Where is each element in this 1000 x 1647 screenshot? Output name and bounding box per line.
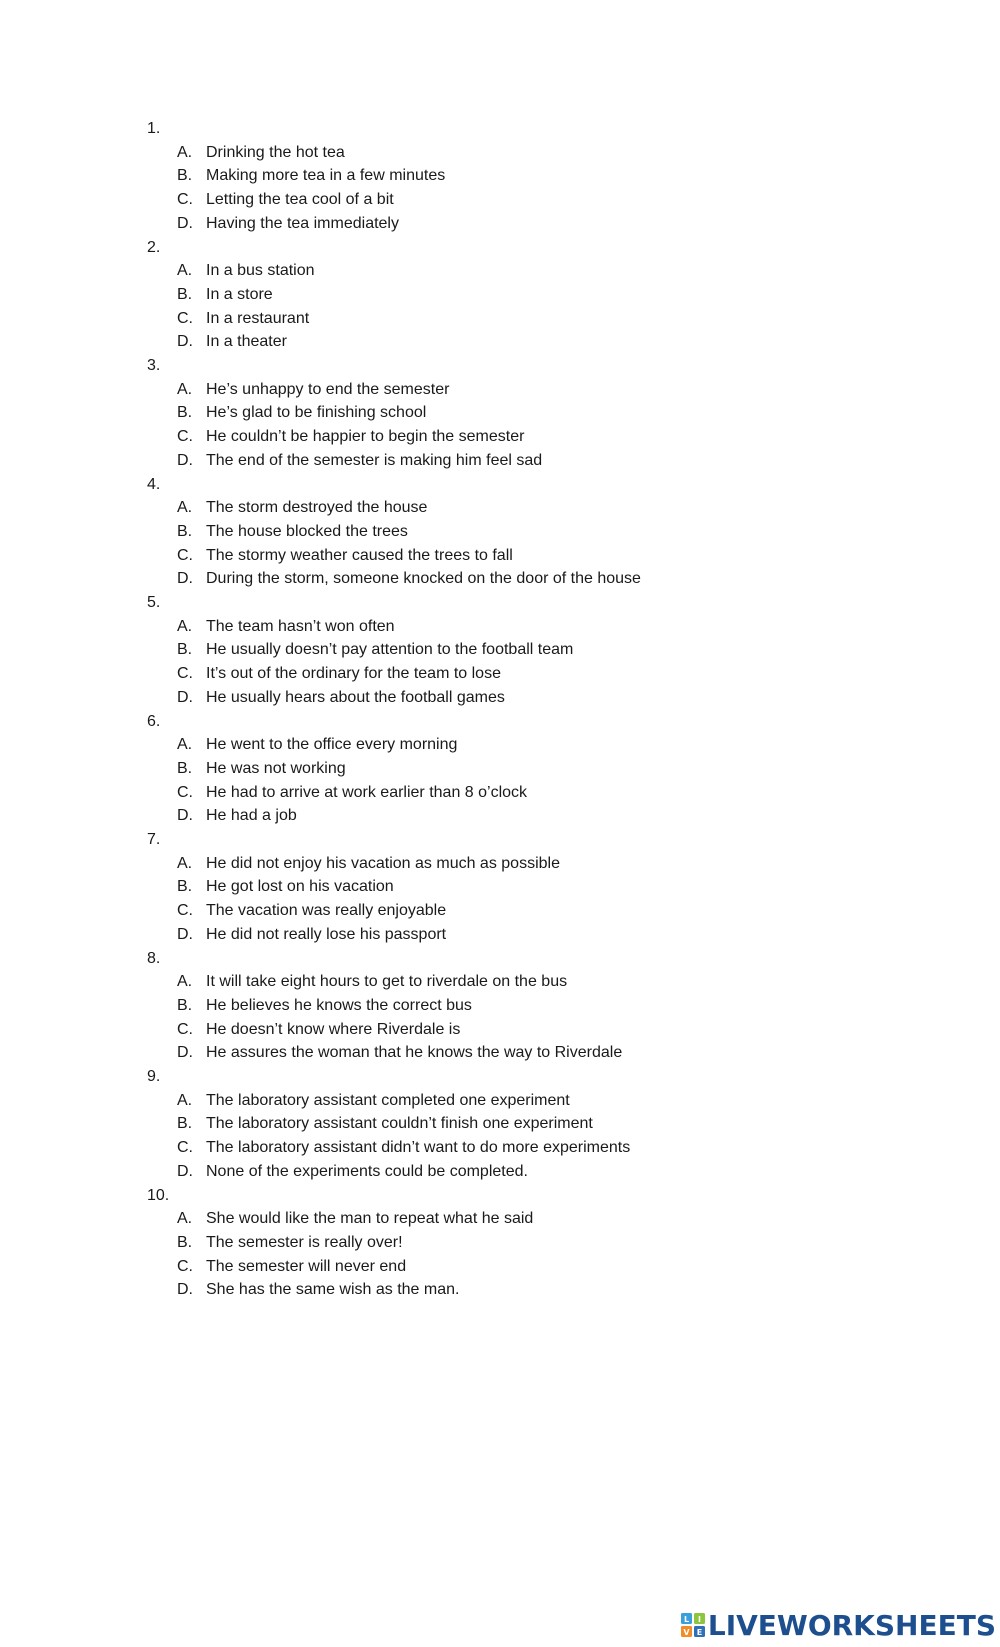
option-letter: D.: [177, 807, 193, 825]
option-text: During the storm, someone knocked on the door of the house: [206, 570, 641, 588]
option-text: He assures the woman that he knows the way to Riverdale: [206, 1044, 623, 1062]
option-letter: A.: [177, 1210, 193, 1228]
option-letter: D.: [177, 214, 193, 232]
option-b[interactable]: [0, 1113, 1000, 1137]
option-letter: B.: [177, 285, 193, 303]
option-c[interactable]: [0, 1137, 1000, 1161]
option-b[interactable]: [0, 995, 1000, 1019]
brand-name: LIVEWORKSHEETS: [707, 1608, 996, 1642]
option-text: The semester is really over!: [206, 1233, 403, 1251]
option-text: The vacation was really enjoyable: [206, 902, 447, 920]
option-text: He did not really lose his passport: [206, 925, 447, 943]
option-a[interactable]: [0, 142, 1000, 166]
option-text: None of the experiments could be completed.: [206, 1162, 528, 1180]
question-number: 9.: [147, 1068, 161, 1085]
question-number: 3.: [147, 357, 161, 374]
option-c[interactable]: [0, 1256, 1000, 1280]
option-text: It will take eight hours to get to riverdale on the bus: [206, 973, 568, 991]
option-letter: B.: [177, 404, 193, 422]
option-letter: A.: [177, 499, 193, 517]
option-a[interactable]: [0, 971, 1000, 995]
option-c[interactable]: [0, 189, 1000, 213]
option-text: She has the same wish as the man.: [206, 1281, 460, 1299]
svg-text:E: E: [696, 1628, 703, 1637]
option-text: She would like the man to repeat what he said: [206, 1210, 534, 1228]
option-letter: A.: [177, 1091, 193, 1109]
svg-text:V: V: [683, 1628, 690, 1637]
question-number: 5.: [147, 594, 161, 611]
option-c[interactable]: [0, 900, 1000, 924]
option-a[interactable]: [0, 1090, 1000, 1114]
liveworksheets-logo-icon: [680, 1612, 706, 1638]
option-text: Making more tea in a few minutes: [206, 167, 446, 185]
option-c[interactable]: [0, 426, 1000, 450]
question-number: 2.: [147, 238, 161, 256]
option-letter: B.: [177, 996, 193, 1014]
option-letter: D.: [177, 925, 193, 943]
option-a[interactable]: [0, 734, 1000, 758]
option-text: He’s glad to be finishing school: [206, 404, 427, 422]
option-text: He believes he knows the correct bus: [206, 996, 472, 1014]
option-b[interactable]: [0, 758, 1000, 782]
option-letter: D.: [177, 451, 193, 469]
option-letter: C.: [177, 1139, 193, 1157]
option-b[interactable]: [0, 876, 1000, 900]
option-d[interactable]: [0, 805, 1000, 829]
option-a[interactable]: [0, 260, 1000, 284]
option-d[interactable]: [0, 331, 1000, 355]
option-text: He had to arrive at work earlier than 8 o’clock: [206, 783, 528, 801]
option-letter: D.: [177, 1162, 193, 1180]
option-text: In a restaurant: [206, 309, 310, 327]
option-text: It’s out of the ordinary for the team to lose: [206, 665, 501, 683]
option-letter: C.: [177, 902, 193, 920]
option-letter: B.: [177, 1115, 193, 1133]
option-letter: C.: [177, 1020, 193, 1038]
option-letter: A.: [177, 736, 193, 754]
option-text: He couldn’t be happier to begin the semester: [206, 428, 525, 446]
option-letter: B.: [177, 522, 193, 540]
option-text: The house blocked the trees: [206, 522, 408, 540]
option-c[interactable]: [0, 1019, 1000, 1043]
svg-text:L: L: [683, 1615, 689, 1624]
option-text: He went to the office every morning: [206, 736, 458, 754]
option-d[interactable]: [0, 1042, 1000, 1066]
option-letter: D.: [177, 1044, 193, 1062]
option-text: He usually doesn’t pay attention to the football team: [206, 641, 574, 659]
option-letter: A.: [177, 854, 193, 872]
option-d[interactable]: [0, 1161, 1000, 1185]
option-letter: C.: [177, 1257, 193, 1275]
option-letter: A.: [177, 617, 193, 635]
option-a[interactable]: [0, 1208, 1000, 1232]
option-c[interactable]: [0, 308, 1000, 332]
option-text: The semester will never end: [206, 1257, 407, 1275]
question-number: 1.: [147, 120, 161, 137]
option-letter: C.: [177, 783, 193, 801]
option-text: The storm destroyed the house: [206, 499, 428, 517]
option-letter: D.: [177, 333, 193, 351]
option-d[interactable]: [0, 1279, 1000, 1303]
option-text: The stormy weather caused the trees to fall: [206, 546, 513, 564]
option-c[interactable]: [0, 545, 1000, 569]
option-text: He usually hears about the football games: [206, 688, 505, 706]
option-letter: A.: [177, 262, 193, 280]
option-letter: A.: [177, 973, 193, 991]
option-c[interactable]: [0, 663, 1000, 687]
option-d[interactable]: [0, 924, 1000, 948]
option-text: Letting the tea cool of a bit: [206, 191, 394, 209]
option-text: Having the tea immediately: [206, 214, 399, 232]
option-a[interactable]: [0, 497, 1000, 521]
option-letter: C.: [177, 665, 193, 683]
option-b[interactable]: [0, 284, 1000, 308]
svg-text:I: I: [697, 1615, 701, 1624]
option-b[interactable]: [0, 402, 1000, 426]
option-letter: C.: [177, 191, 193, 209]
option-text: The team hasn’t won often: [206, 617, 395, 635]
option-a[interactable]: [0, 616, 1000, 640]
option-text: He got lost on his vacation: [206, 878, 394, 896]
option-letter: D.: [177, 1281, 193, 1299]
option-b[interactable]: [0, 639, 1000, 663]
option-letter: B.: [177, 878, 193, 896]
option-text: The laboratory assistant completed one experiment: [206, 1091, 570, 1109]
option-text: Drinking the hot tea: [206, 143, 345, 161]
option-letter: B.: [177, 1233, 193, 1251]
option-d[interactable]: [0, 213, 1000, 237]
option-b[interactable]: [0, 521, 1000, 545]
option-text: He was not working: [206, 759, 346, 777]
option-letter: B.: [177, 167, 193, 185]
question-number: 4.: [147, 475, 161, 493]
option-c[interactable]: [0, 782, 1000, 806]
option-text: In a theater: [206, 333, 287, 351]
option-letter: D.: [177, 688, 193, 706]
option-letter: C.: [177, 309, 193, 327]
option-text: In a bus station: [206, 262, 315, 280]
option-letter: A.: [177, 143, 193, 161]
option-letter: B.: [177, 759, 193, 777]
option-letter: B.: [177, 641, 193, 659]
question-number: 8.: [147, 949, 161, 967]
option-text: In a store: [206, 285, 273, 303]
option-letter: C.: [177, 546, 193, 564]
option-a[interactable]: [0, 379, 1000, 403]
option-letter: C.: [177, 428, 193, 446]
option-d[interactable]: [0, 450, 1000, 474]
option-text: He’s unhappy to end the semester: [206, 380, 450, 398]
option-text: The end of the semester is making him feel sad: [206, 451, 543, 469]
question-number: 10.: [147, 1186, 170, 1204]
option-b[interactable]: [0, 165, 1000, 189]
option-text: He had a job: [206, 807, 297, 825]
question-number: 7.: [147, 831, 161, 848]
option-text: The laboratory assistant didn’t want to do more experiments: [206, 1139, 631, 1157]
option-a[interactable]: [0, 853, 1000, 877]
option-d[interactable]: [0, 687, 1000, 711]
option-text: The laboratory assistant couldn’t finish one experiment: [206, 1115, 593, 1133]
question-number: 6.: [147, 712, 161, 730]
option-letter: D.: [177, 570, 193, 588]
liveworksheets-brand: [680, 1607, 996, 1643]
option-text: He doesn’t know where Riverdale is: [206, 1020, 461, 1038]
option-b[interactable]: [0, 1232, 1000, 1256]
option-text: He did not enjoy his vacation as much as possible: [206, 854, 560, 872]
option-d[interactable]: [0, 568, 1000, 592]
option-letter: A.: [177, 380, 193, 398]
